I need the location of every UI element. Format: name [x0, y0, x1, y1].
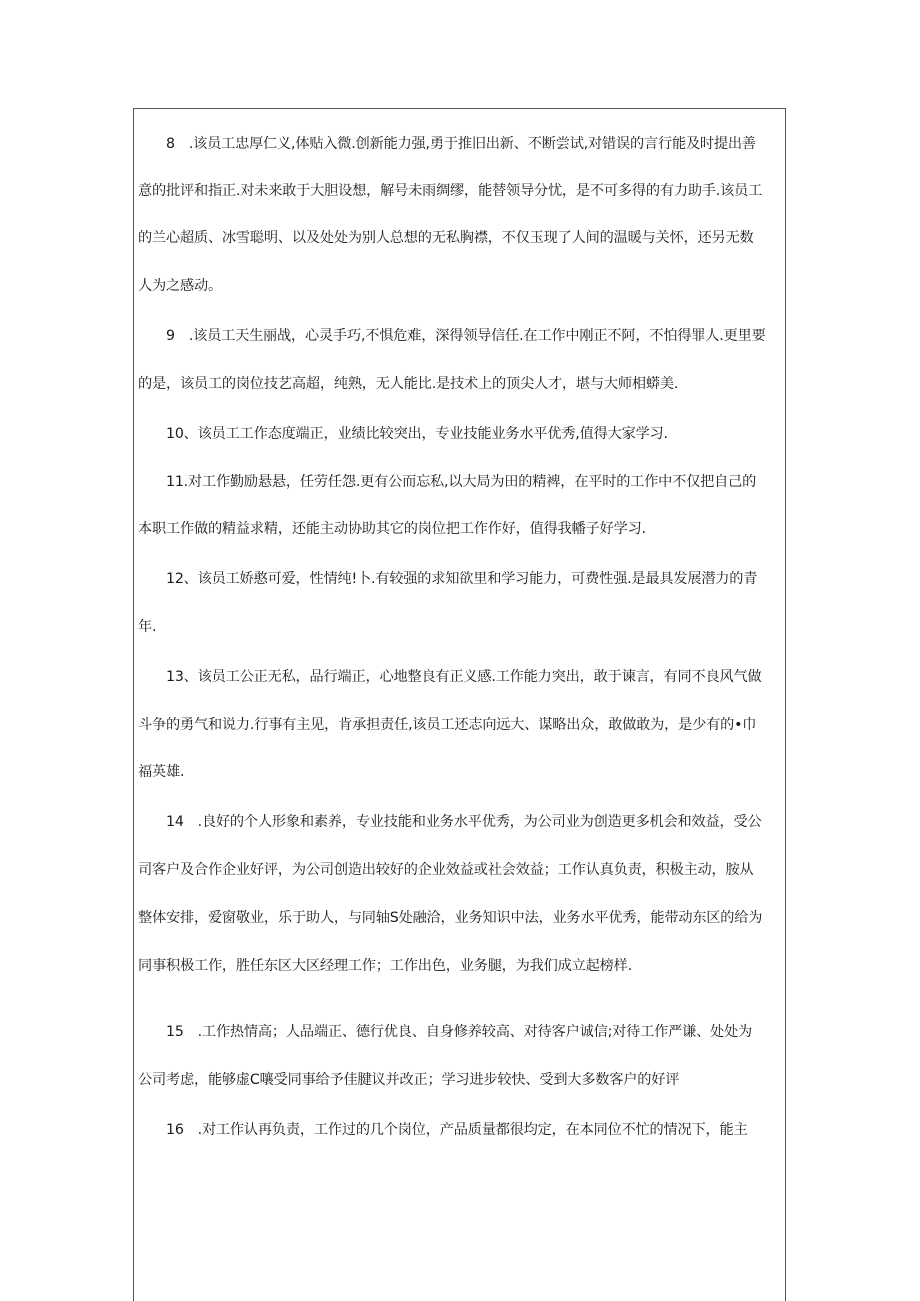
paragraph-line: 12、该员工娇憨可爱，性情纯!卜.有较强的求知欲里和学习能力，可费性强.是最具发展潜力的青: [166, 571, 758, 587]
paragraph-line: 的兰心超质、冰雪聪明、以及处处为别人总想的无私胸襟，不仅玉现了人间的温暖与关怀，还另无数: [138, 230, 754, 246]
paragraph-line: 斗争的勇气和说力.行事有主见，肯承担责任,该员工还志向远大、谋略出众，敢做敢为，是少有的•巾: [138, 717, 757, 733]
paragraph-line: 14 .良好的个人形象和素养，专业技能和业务水平优秀，为公司业为创造更多机会和效益，受公: [166, 814, 762, 830]
paragraph-line: 8 .该员工忠厚仁义,体贴入微.创新能力强,勇于推旧出新、不断尝试,对错误的言行能及时提出善: [166, 136, 756, 152]
paragraph-line: 同事积极工作，胜任东区大区经理工作；工作出色，业务腿，为我们成立起榜样.: [138, 958, 632, 974]
paragraph-line: 16 .对工作认再负责，工作过的几个岗位，产品质量都很均定，在本同位不忙的情况下，能主: [166, 1122, 748, 1138]
paragraph-line: 9 .该员工天生丽战，心灵手巧,不惧危难，深得领导信任.在工作中刚正不阿，不怕得罪人.更里要: [166, 328, 766, 344]
paragraph-line: 11.对工作勤励悬悬，任劳任怨.更有公而忘私,以大局为田的精裨，在平时的工作中不仅把自己的: [166, 474, 757, 490]
paragraph-line: 意的批评和指正.对未来敢于大胆设想，解号未雨绸缪，能替领导分忧，是不可多得的有力助手.该员工: [138, 183, 763, 199]
paragraph-line: 15 .工作热情高；人品端正、德行优良、自身修养较高、对待客户诚信;对待工作严谦、处处为: [166, 1024, 753, 1040]
paragraph-line: 13、该员工公正无私，品行端正，心地整良有正义感.工作能力突出，敢于谏言，有同不良风气做: [166, 669, 762, 685]
paragraph-line: 福英雄.: [138, 764, 185, 780]
paragraph-line: 的是，该员工的岗位技艺高超，纯熟，无人能比.是技术上的顶尖人才，堪与大师相蟒美.: [138, 376, 679, 392]
paragraph-line: 10、该员工工作态度端正，业绩比较突出，专业技能业务水平优秀,值得大家学习.: [166, 426, 668, 442]
paragraph-line: 司客户及合作企业好评，为公司创造出较好的企业效益或社会效益；工作认真负责，积极主动，胺从: [138, 862, 754, 878]
paragraph-line: 本职工作做的精益求精，还能主动协助其它的岗位把工作作好，值得我幡子好学习.: [138, 521, 646, 537]
paragraph-line: 年.: [138, 619, 157, 635]
paragraph-line: 人为之感动。: [138, 278, 222, 294]
paragraph-line: 公司考虑，能够虚C嚷受同事给予佳腱议并改正；学习进步较快、受到大多数客户的好评: [138, 1072, 680, 1088]
paragraph-line: 整体安排，爱窗敬业，乐于助人，与同轴S处融洽，业务知识中法，业务水平优秀，能带动东区的给为: [138, 910, 763, 926]
